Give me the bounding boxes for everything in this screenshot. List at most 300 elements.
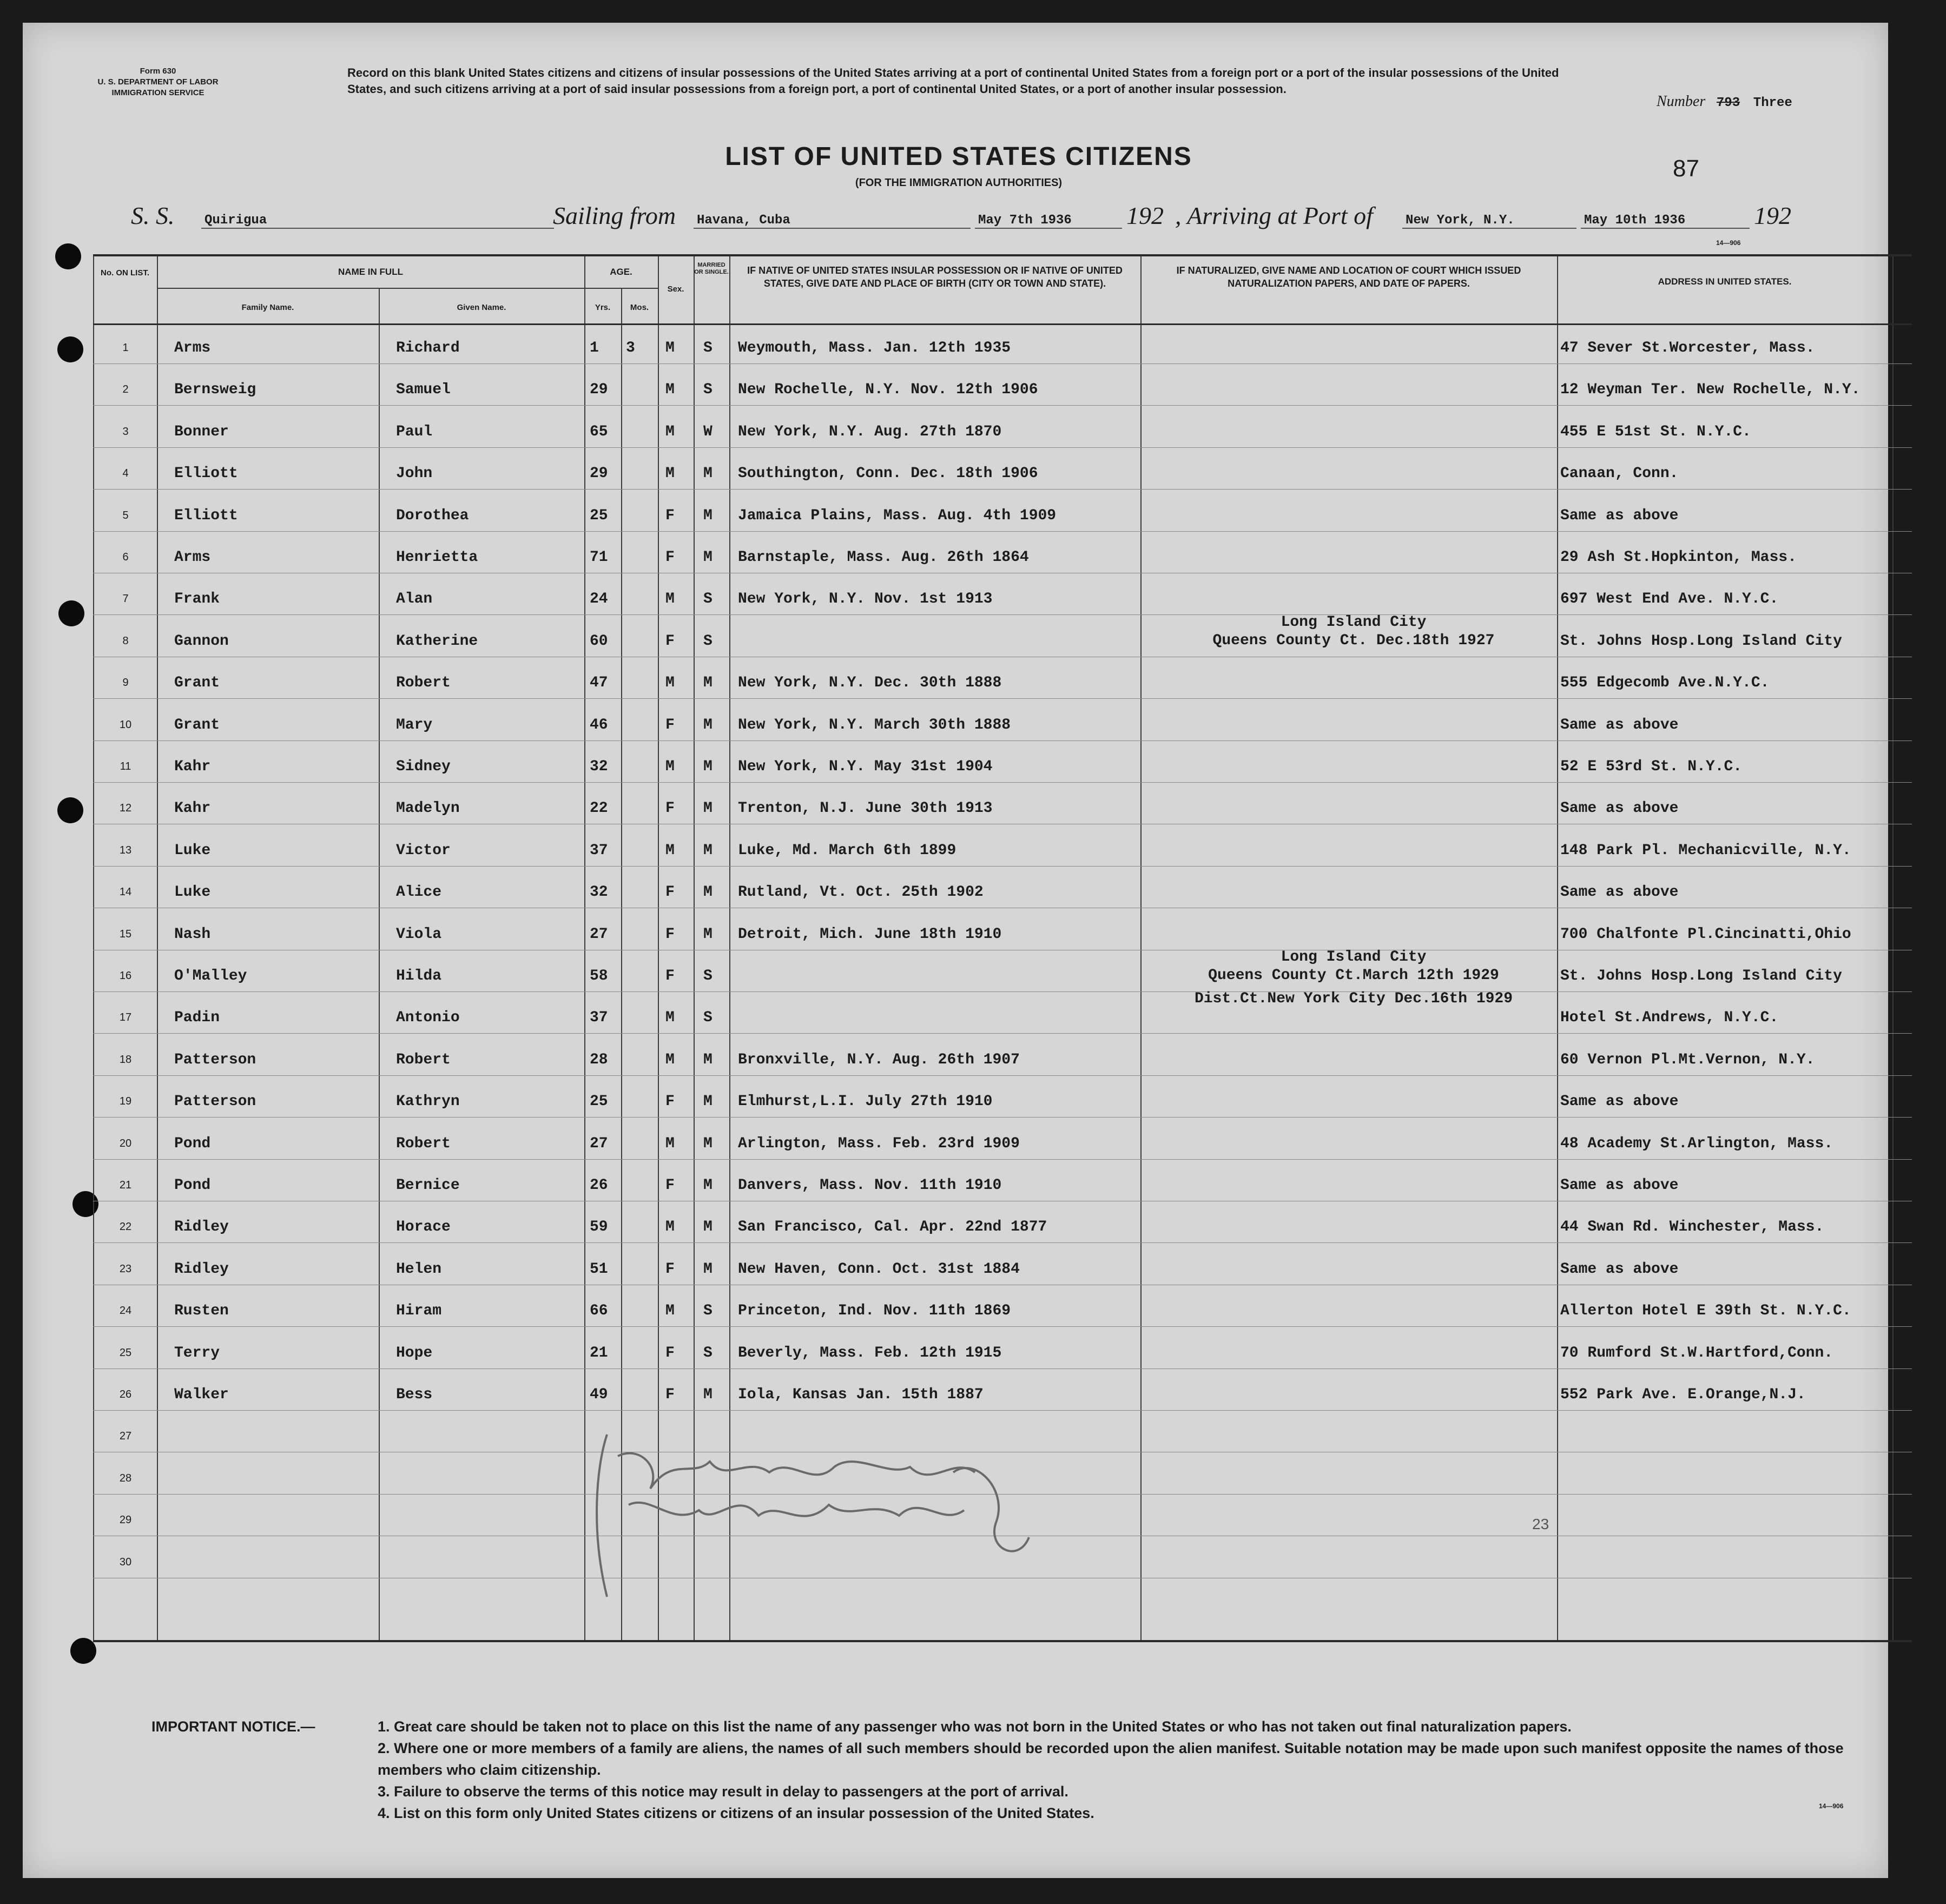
row-number: 26 [119, 1389, 132, 1400]
us-address: 52 E 53rd St. N.Y.C. [1560, 758, 1743, 775]
given-name: Robert [396, 675, 451, 692]
row-rule [93, 1033, 1912, 1034]
service-name: IMMIGRATION SERVICE [111, 88, 205, 97]
row-number: 23 [119, 1262, 132, 1275]
sex: F [665, 884, 675, 901]
family-name: Elliott [174, 465, 238, 482]
table-row [93, 1344, 1912, 1368]
departure-port: Havana, Cuba [694, 213, 971, 229]
age-years: 51 [590, 1260, 608, 1278]
table-row [93, 716, 1912, 741]
number-label: Number [1657, 93, 1706, 110]
birth-place-date: Jamaica Plains, Mass. Aug. 4th 1909 [738, 507, 1057, 524]
sex: F [665, 925, 675, 943]
age-years: 32 [590, 884, 608, 901]
us-address: St. Johns Hosp.Long Island City [1560, 968, 1842, 984]
ship-name: Quirigua [201, 213, 554, 229]
us-address: 455 E 51st St. N.Y.C. [1560, 423, 1751, 440]
marital-status: W [703, 423, 713, 440]
marital-status: M [703, 549, 713, 566]
sex: M [665, 340, 675, 356]
birth-place-date: Barnstaple, Mass. Aug. 26th 1864 [738, 549, 1029, 566]
age-years: 27 [590, 925, 608, 943]
list-number [1657, 93, 1792, 110]
age-years: 1 [590, 340, 599, 356]
form-code-top: 14—906 [1716, 239, 1741, 247]
family-name: Gannon [174, 632, 229, 650]
given-name: Antonio [396, 1009, 460, 1027]
arrival-port: New York, N.Y. [1402, 213, 1576, 229]
table-row [93, 380, 1912, 405]
family-name: Luke [174, 842, 211, 859]
marital-status: M [703, 1093, 713, 1110]
manifest-sheet [23, 23, 1888, 1878]
given-name: Henrietta [396, 549, 478, 566]
sex: M [665, 1303, 675, 1320]
notice-item: 1. Great care should be taken not to place on this list the name of any passenger who was not born in the United States or who has not taken out final naturalization papers. [378, 1718, 1572, 1735]
age-years: 27 [590, 1135, 608, 1152]
family-name: Bonner [174, 423, 229, 440]
birth-place-date: New Rochelle, N.Y. Nov. 12th 1906 [738, 381, 1038, 399]
row-rule [93, 531, 1912, 532]
notice-item: 4. List on this form only United States citizens or citizens of an insular possession of the United States. [378, 1805, 1094, 1821]
sex: F [665, 549, 675, 566]
row-number: 30 [119, 1556, 132, 1568]
table-row [93, 1134, 1912, 1159]
row-rule [93, 614, 1912, 615]
age-years: 60 [590, 632, 608, 650]
family-name: O'Malley [174, 968, 247, 984]
sex: M [665, 423, 675, 440]
departure-date: May 7th 1936 [975, 213, 1122, 229]
us-address: 12 Weyman Ter. New Rochelle, N.Y. [1560, 381, 1861, 399]
sex: F [665, 507, 675, 524]
table-row [93, 464, 1912, 489]
given-name: Paul [396, 423, 433, 440]
us-address: Same as above [1560, 884, 1679, 901]
age-years: 65 [590, 423, 608, 440]
birth-place-date: Detroit, Mich. June 18th 1910 [738, 925, 1002, 943]
row-rule [93, 1326, 1912, 1327]
family-name: Pond [174, 1135, 211, 1152]
row-rule [93, 363, 1912, 364]
birth-place-date: Danvers, Mass. Nov. 11th 1910 [738, 1177, 1002, 1194]
table-row [93, 1385, 1912, 1410]
sex: F [665, 716, 675, 733]
table-row [93, 673, 1912, 698]
row-number: 19 [119, 1095, 132, 1108]
marital-status: M [703, 507, 713, 524]
marital-status: S [703, 1009, 713, 1027]
given-name: Helen [396, 1260, 442, 1278]
row-number: 9 [122, 677, 129, 689]
family-name: Ridley [174, 1219, 229, 1236]
department-name: U. S. DEPARTMENT OF LABOR [97, 77, 219, 87]
marital-status: S [703, 968, 713, 984]
row-rule [93, 782, 1912, 783]
table-row [93, 1176, 1912, 1201]
marital-status: M [703, 842, 713, 859]
birth-place-date: New York, N.Y. Nov. 1st 1913 [738, 591, 993, 608]
age-years: 21 [590, 1344, 608, 1361]
marital-status: M [703, 800, 713, 817]
family-name: Padin [174, 1009, 220, 1027]
marital-status: S [703, 1303, 713, 1320]
row-number: 1 [122, 342, 129, 354]
birth-place-date: Bronxville, N.Y. Aug. 26th 1907 [738, 1051, 1020, 1068]
us-address: Canaan, Conn. [1560, 465, 1679, 482]
marital-status: M [703, 716, 713, 733]
age-years: 25 [590, 507, 608, 524]
row-number: 27 [119, 1430, 132, 1443]
given-name: Katherine [396, 632, 478, 650]
row-number: 15 [119, 928, 132, 940]
family-name: Pond [174, 1177, 211, 1194]
age-years: 29 [590, 381, 608, 399]
given-name: Hope [396, 1344, 433, 1361]
header-married-single: MARRIED OR SINGLE. [694, 262, 729, 275]
marital-status: M [703, 884, 713, 901]
family-name: Nash [174, 925, 211, 943]
tally-mark: 23 [1532, 1516, 1549, 1532]
row-number: 10 [119, 718, 132, 731]
marital-status: S [703, 381, 713, 399]
marital-status: S [703, 632, 713, 650]
punch-hole [58, 600, 84, 626]
table-row [93, 1301, 1912, 1326]
table-row [93, 1218, 1912, 1242]
header-sex: Sex. [667, 285, 684, 294]
sex: F [665, 800, 675, 817]
given-name: Kathryn [396, 1093, 460, 1110]
row-number: 5 [122, 509, 129, 521]
header-age: AGE. [610, 267, 632, 277]
header-address: ADDRESS IN UNITED STATES. [1658, 276, 1792, 287]
page-title: LIST OF UNITED STATES CITIZENS [725, 142, 1192, 171]
table-row [93, 841, 1912, 866]
sex: F [665, 968, 675, 984]
marital-status: M [703, 1051, 713, 1068]
birth-place-date: Iola, Kansas Jan. 15th 1887 [738, 1386, 984, 1403]
header-name-in-full: NAME IN FULL [338, 267, 403, 277]
birth-place-date: Princeton, Ind. Nov. 11th 1869 [738, 1303, 1011, 1320]
table-row [93, 548, 1912, 573]
row-rule [93, 1242, 1912, 1243]
birth-place-date: Rutland, Vt. Oct. 25th 1902 [738, 884, 984, 901]
birth-place-date: New Haven, Conn. Oct. 31st 1884 [738, 1260, 1020, 1278]
sex: M [665, 591, 675, 608]
sex: F [665, 1386, 675, 1403]
header-no: No. ON LIST. [101, 268, 149, 277]
family-name: Patterson [174, 1051, 256, 1068]
age-years: 37 [590, 842, 608, 859]
given-name: Viola [396, 925, 442, 943]
family-name: Rusten [174, 1303, 229, 1320]
header-mos: Mos. [630, 303, 649, 312]
family-name: Arms [174, 549, 211, 566]
family-name: Bernsweig [174, 381, 256, 399]
age-years: 22 [590, 800, 608, 817]
number-value: Three [1753, 96, 1792, 110]
table-row [93, 1092, 1912, 1117]
row-number: 8 [122, 634, 129, 647]
given-name: Horace [396, 1219, 451, 1236]
age-years: 47 [590, 675, 608, 692]
sex: F [665, 1093, 675, 1110]
age-years: 59 [590, 1219, 608, 1236]
sex: M [665, 675, 675, 692]
table-row [93, 883, 1912, 908]
inspector-signature [585, 1424, 1072, 1651]
family-name: Grant [174, 675, 220, 692]
us-address: 70 Rumford St.W.Hartford,Conn. [1560, 1344, 1833, 1361]
sex: F [665, 1260, 675, 1278]
sailing-label: Sailing from [553, 202, 676, 229]
row-number: 3 [122, 425, 129, 438]
sex: M [665, 1051, 675, 1068]
given-name: Bess [396, 1386, 433, 1403]
sex: M [665, 381, 675, 399]
birth-place-date: San Francisco, Cal. Apr. 22nd 1877 [738, 1219, 1047, 1236]
marital-status: M [703, 925, 713, 943]
punch-hole [57, 336, 83, 362]
family-name: Arms [174, 340, 211, 356]
given-name: Dorothea [396, 507, 469, 524]
year-suffix: 192 [1126, 202, 1164, 229]
us-address: Same as above [1560, 507, 1679, 524]
row-number: 2 [122, 384, 129, 396]
family-name: Walker [174, 1386, 229, 1403]
birth-place-date: Arlington, Mass. Feb. 23rd 1909 [738, 1135, 1020, 1152]
punch-hole [57, 797, 83, 823]
given-name: Bernice [396, 1177, 460, 1194]
us-address: Allerton Hotel E 39th St. N.Y.C. [1560, 1303, 1851, 1320]
age-years: 32 [590, 758, 608, 775]
sex: M [665, 842, 675, 859]
given-name: Mary [396, 716, 433, 733]
row-number: 14 [119, 886, 132, 898]
marital-status: M [703, 1135, 713, 1152]
age-years: 29 [590, 465, 608, 482]
row-number: 11 [120, 761, 131, 772]
row-number: 20 [119, 1137, 132, 1149]
row-number: 4 [122, 467, 129, 480]
arrival-date: May 10th 1936 [1581, 213, 1750, 229]
given-name: Hiram [396, 1303, 442, 1320]
age-years: 26 [590, 1177, 608, 1194]
sex: F [665, 1177, 675, 1194]
row-rule [93, 489, 1912, 490]
birth-place-date: New York, N.Y. May 31st 1904 [738, 758, 993, 775]
birth-place-date: New York, N.Y. March 30th 1888 [738, 716, 1011, 733]
voyage-line [131, 201, 1862, 234]
header-naturalized: IF NATURALIZED, GIVE NAME AND LOCATION OF COURT WHICH ISSUED NATURALIZATION PAPERS, AND DATE OF PAPERS. [1176, 265, 1521, 289]
table-row [93, 1260, 1912, 1285]
row-number: 6 [122, 551, 129, 563]
given-name: Robert [396, 1051, 451, 1068]
table-row [93, 799, 1912, 824]
row-number: 25 [119, 1346, 132, 1359]
us-address: 148 Park Pl. Mechanicville, N.Y. [1560, 842, 1851, 859]
us-address: St. Johns Hosp.Long Island City [1560, 632, 1842, 650]
birth-place-date: New York, N.Y. Aug. 27th 1870 [738, 423, 1002, 440]
arriving-label: , Arriving at Port of [1175, 202, 1373, 229]
page-subtitle: (FOR THE IMMIGRATION AUTHORITIES) [855, 177, 1063, 189]
punch-hole [55, 243, 81, 269]
sex: M [665, 758, 675, 775]
table-row [93, 757, 1912, 782]
birth-place-date: Beverly, Mass. Feb. 12th 1915 [738, 1344, 1002, 1361]
age-years: 71 [590, 549, 608, 566]
us-address: Same as above [1560, 1177, 1679, 1194]
birth-place-date: Elmhurst,L.I. July 27th 1910 [738, 1093, 993, 1110]
us-address: Same as above [1560, 1093, 1679, 1110]
sex: F [665, 1344, 675, 1361]
sex: M [665, 465, 675, 482]
marital-status: M [703, 758, 713, 775]
row-rule [93, 698, 1912, 699]
age-years: 49 [590, 1386, 608, 1403]
sex: M [665, 1219, 675, 1236]
age-years: 25 [590, 1093, 608, 1110]
row-rule [93, 1117, 1912, 1118]
table-row [93, 590, 1912, 614]
marital-status: M [703, 1260, 713, 1278]
family-name: Frank [174, 591, 220, 608]
family-name: Luke [174, 884, 211, 901]
notice-heading: IMPORTANT NOTICE.— [151, 1718, 315, 1735]
us-address: Hotel St.Andrews, N.Y.C. [1560, 1009, 1779, 1027]
table-row [93, 422, 1912, 447]
age-years: 28 [590, 1051, 608, 1068]
family-name: Elliott [174, 507, 238, 524]
birth-place-date: Weymouth, Mass. Jan. 12th 1935 [738, 340, 1011, 356]
header-yrs: Yrs. [595, 303, 611, 312]
row-number: 18 [119, 1053, 132, 1066]
us-address: 60 Vernon Pl.Mt.Vernon, N.Y. [1560, 1051, 1815, 1068]
header-family-name: Family Name. [241, 303, 294, 312]
table-row [93, 949, 1912, 991]
us-address: Same as above [1560, 800, 1679, 817]
row-rule [93, 991, 1912, 992]
marital-status: M [703, 465, 713, 482]
header-birth: IF NATIVE OF UNITED STATES INSULAR POSSESSION OR IF NATIVE OF UNITED STATES, GIVE DATE AND PLACE OF BIRTH (CITY OR TOWN AND STATE). [747, 265, 1123, 289]
marital-status: S [703, 340, 713, 356]
row-number: 24 [119, 1305, 132, 1317]
family-name: Kahr [174, 800, 211, 817]
row-rule [93, 1410, 1912, 1411]
given-name: Hilda [396, 968, 442, 984]
given-name: Madelyn [396, 800, 460, 817]
given-name: John [396, 465, 433, 482]
punch-hole [70, 1638, 96, 1664]
given-name: Alan [396, 591, 433, 608]
us-address: 29 Ash St.Hopkinton, Mass. [1560, 549, 1797, 566]
marital-status: M [703, 1386, 713, 1403]
us-address: 697 West End Ave. N.Y.C. [1560, 591, 1779, 608]
sex: F [665, 632, 675, 650]
family-name: Ridley [174, 1260, 229, 1278]
age-years: 66 [590, 1303, 608, 1320]
us-address: 700 Chalfonte Pl.Cincinatti,Ohio [1560, 925, 1851, 943]
row-rule [93, 405, 1912, 406]
table-row [93, 1050, 1912, 1075]
us-address: Same as above [1560, 1260, 1679, 1278]
naturalization-court: Long Island City Queens County Ct. Dec.18th 1927 [1212, 613, 1495, 649]
form-number: Form 630 [140, 67, 176, 76]
naturalization-court: Dist.Ct.New York City Dec.16th 1929 [1194, 990, 1513, 1008]
age-months: 3 [626, 340, 635, 356]
row-number: 28 [119, 1472, 132, 1484]
marital-status: M [703, 1177, 713, 1194]
row-rule [93, 1075, 1912, 1076]
year-suffix-2: 192 [1754, 202, 1791, 229]
family-name: Grant [174, 716, 220, 733]
row-number: 13 [119, 844, 132, 856]
given-name: Samuel [396, 381, 451, 399]
header-given-name: Given Name. [457, 303, 506, 312]
sex: M [665, 1009, 675, 1027]
given-name: Sidney [396, 758, 451, 775]
naturalization-court: Long Island City Queens County Ct.March 12th 1929 [1208, 949, 1499, 984]
family-name: Kahr [174, 758, 211, 775]
birth-place-date: Southington, Conn. Dec. 18th 1906 [738, 465, 1038, 482]
row-number: 22 [119, 1221, 132, 1233]
row-number: 16 [119, 970, 132, 982]
notice-item: 3. Failure to observe the terms of this notice may result in delay to passengers at the port of arrival. [378, 1783, 1068, 1800]
form-instructions: Record on this blank United States citizens and citizens of insular possessions of the United States arriving at a port of continental United States from a foreign port or a port of the insular possessions of the United States, and such citizens arriving at a port of said insular possessions from a foreign port, a port of continental United States, or a port of another insular possession. [347, 66, 1559, 96]
marital-status: M [703, 1219, 713, 1236]
birth-place-date: New York, N.Y. Dec. 30th 1888 [738, 675, 1002, 692]
table-row [93, 339, 1912, 363]
given-name: Robert [396, 1135, 451, 1152]
age-years: 37 [590, 1009, 608, 1027]
age-years: 24 [590, 591, 608, 608]
marital-status: M [703, 675, 713, 692]
row-rule [93, 447, 1912, 448]
row-number: 29 [119, 1514, 132, 1526]
sex: M [665, 1135, 675, 1152]
table-row [93, 506, 1912, 531]
notice-item: 2. Where one or more members of a family are aliens, the names of all such members should be recorded upon the alien manifest. Suitable notation may be made upon such manifest opposite the names of those members who claim citizenship. [378, 1740, 1844, 1778]
form-identifier [88, 66, 228, 98]
row-number: 17 [119, 1012, 132, 1024]
signature-scrawl [585, 1424, 1072, 1651]
us-address: Same as above [1560, 716, 1679, 733]
row-rule [93, 1368, 1912, 1369]
ss-label: S. S. [131, 202, 175, 229]
us-address: 552 Park Ave. E.Orange,N.J. [1560, 1386, 1806, 1403]
struck-number: 793 [1716, 96, 1740, 110]
us-address: 48 Academy St.Arlington, Mass. [1560, 1135, 1833, 1152]
age-years: 46 [590, 716, 608, 733]
birth-place-date: Luke, Md. March 6th 1899 [738, 842, 956, 859]
marital-status: S [703, 1344, 713, 1361]
us-address: 47 Sever St.Worcester, Mass. [1560, 340, 1815, 356]
us-address: 44 Swan Rd. Winchester, Mass. [1560, 1219, 1824, 1236]
row-number: 21 [119, 1179, 132, 1191]
table-row [93, 990, 1912, 1033]
given-name: Alice [396, 884, 442, 901]
given-name: Victor [396, 842, 451, 859]
table-row [93, 925, 1912, 950]
page-number: 87 [1673, 155, 1699, 182]
marital-status: S [703, 591, 713, 608]
row-number: 12 [119, 802, 132, 815]
family-name: Terry [174, 1344, 220, 1361]
row-rule [93, 1159, 1912, 1160]
us-address: 555 Edgecomb Ave.N.Y.C. [1560, 675, 1770, 692]
